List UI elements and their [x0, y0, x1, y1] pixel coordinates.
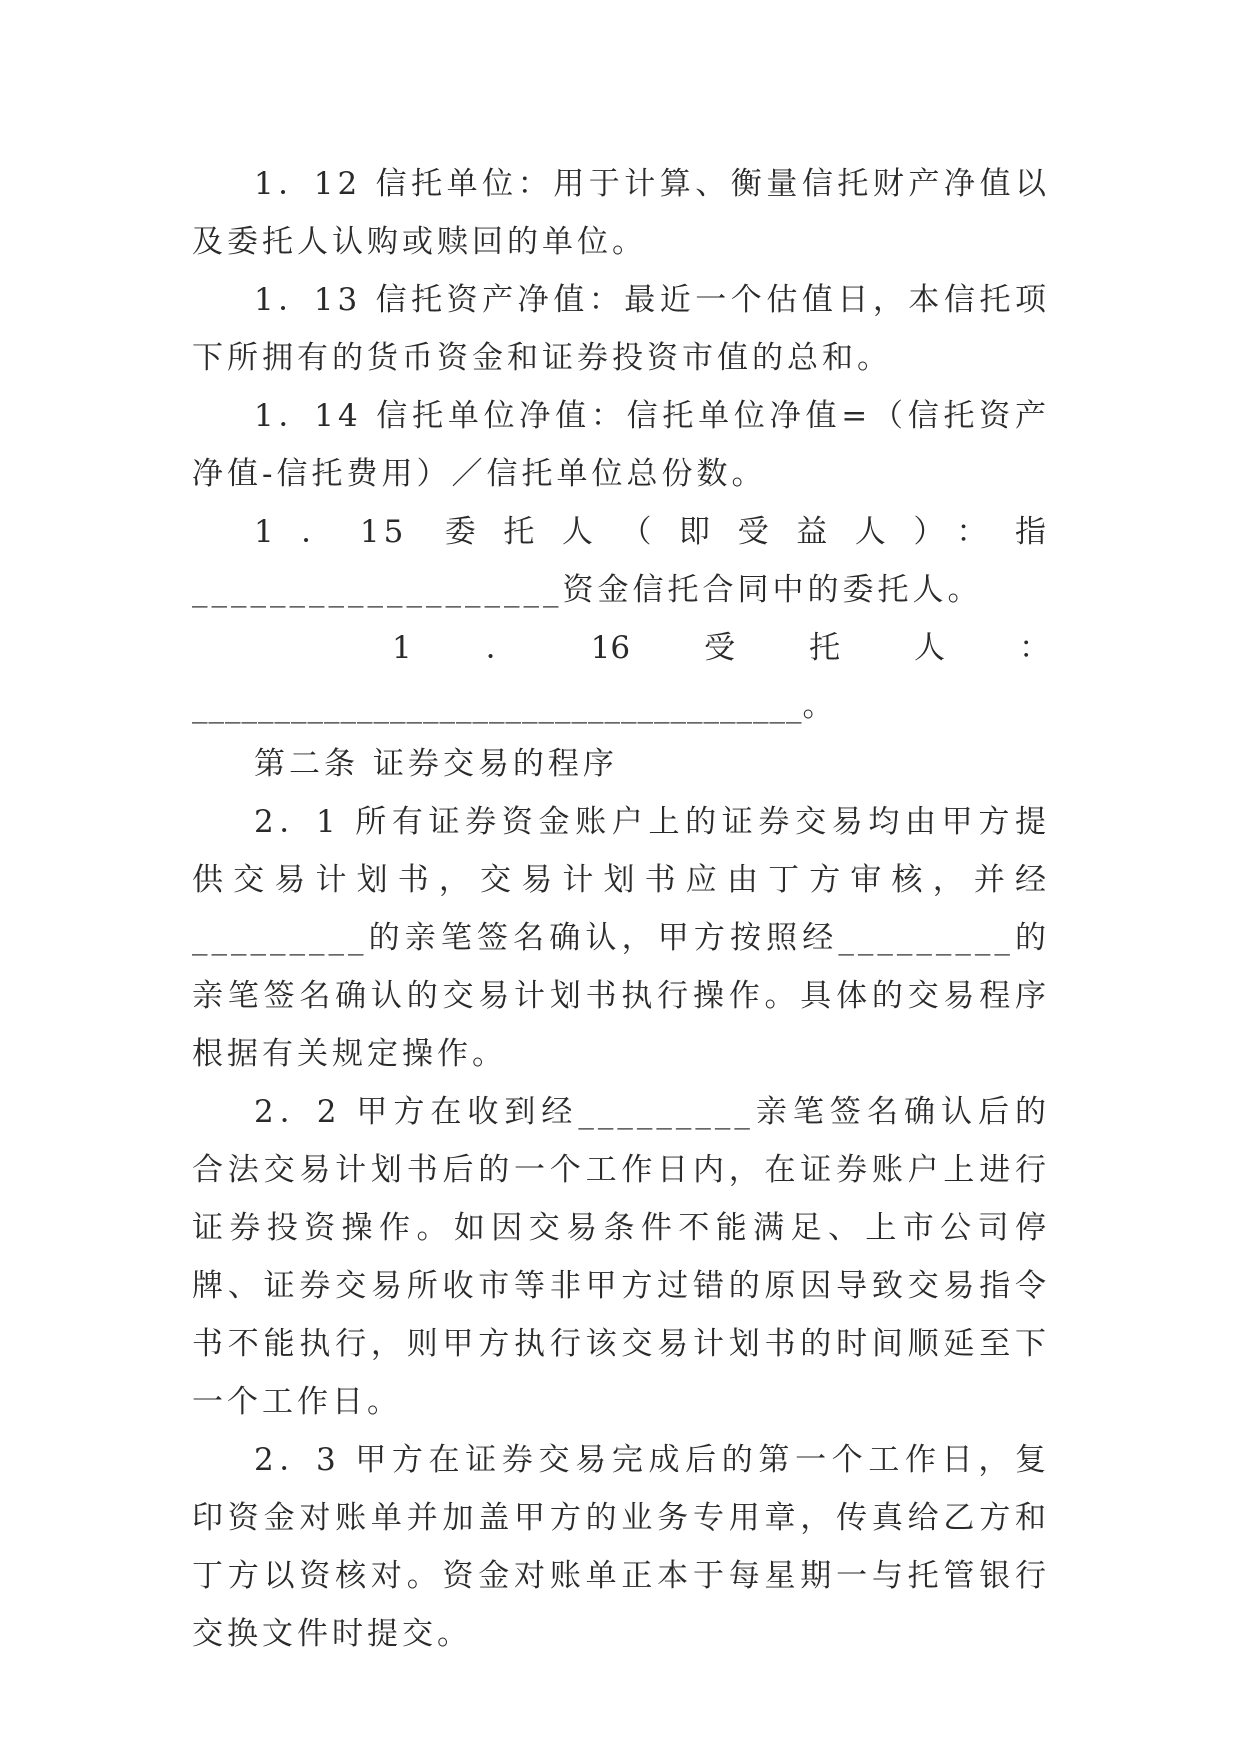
clause-1-16-part: ：	[1019, 630, 1050, 666]
clause-1-16-part: 1	[392, 630, 412, 666]
clause-2-1: 2．1 所有证券资金账户上的证券交易均由甲方提供交易计划书，交易计划书应由丁方审核，并经_________的亲笔签名确认，甲方按照经_________的亲笔签名确认的交易计划书执行操作。具体的交易程序根据有关规定操作。	[192, 804, 1050, 1072]
clause-1-16-part: 人	[914, 630, 946, 666]
clause-1-16-blank: _____________________________________。	[192, 688, 835, 724]
clause-1-16-part: 16	[590, 630, 631, 666]
clause-1-12: 1．12 信托单位：用于计算、衡量信托财产净值以及委托人认购或赎回的单位。	[192, 166, 1050, 260]
clause-1-16-part: 托	[809, 630, 841, 666]
clause-1-16-part: 受	[704, 630, 736, 666]
document-page	[192, 155, 1050, 1663]
article-2-heading: 第二条 证券交易的程序	[254, 746, 618, 782]
clause-2-3: 2．3 甲方在证券交易完成后的第一个工作日，复印资金对账单并加盖甲方的业务专用章，传真给乙方和丁方以资核对。资金对账单正本于每星期一与托管银行交换文件时提交。	[192, 1442, 1050, 1652]
clause-1-16-part: ．	[485, 630, 517, 666]
clause-2-2: 2．2 甲方在收到经_________亲笔签名确认后的合法交易计划书后的一个工作日内，在证券账户上进行证券投资操作。如因交易条件不能满足、上市公司停牌、证券交易所收市等非甲方过错的原因导致交易指令书不能执行，则甲方执行该交易计划书的时间顺延至下一个工作日。	[192, 1094, 1050, 1420]
clause-1-15: 1．15 委托人（即受益人）：指___________________资金信托合同中的委托人。	[192, 514, 1050, 608]
clause-1-16-spread	[192, 619, 1050, 677]
clause-1-13: 1．13 信托资产净值：最近一个估值日，本信托项下所拥有的货币资金和证券投资市值的总和。	[192, 282, 1050, 376]
clause-1-14: 1．14 信托单位净值：信托单位净值=（信托资产净值-信托费用）／信托单位总份数。	[192, 398, 1050, 492]
